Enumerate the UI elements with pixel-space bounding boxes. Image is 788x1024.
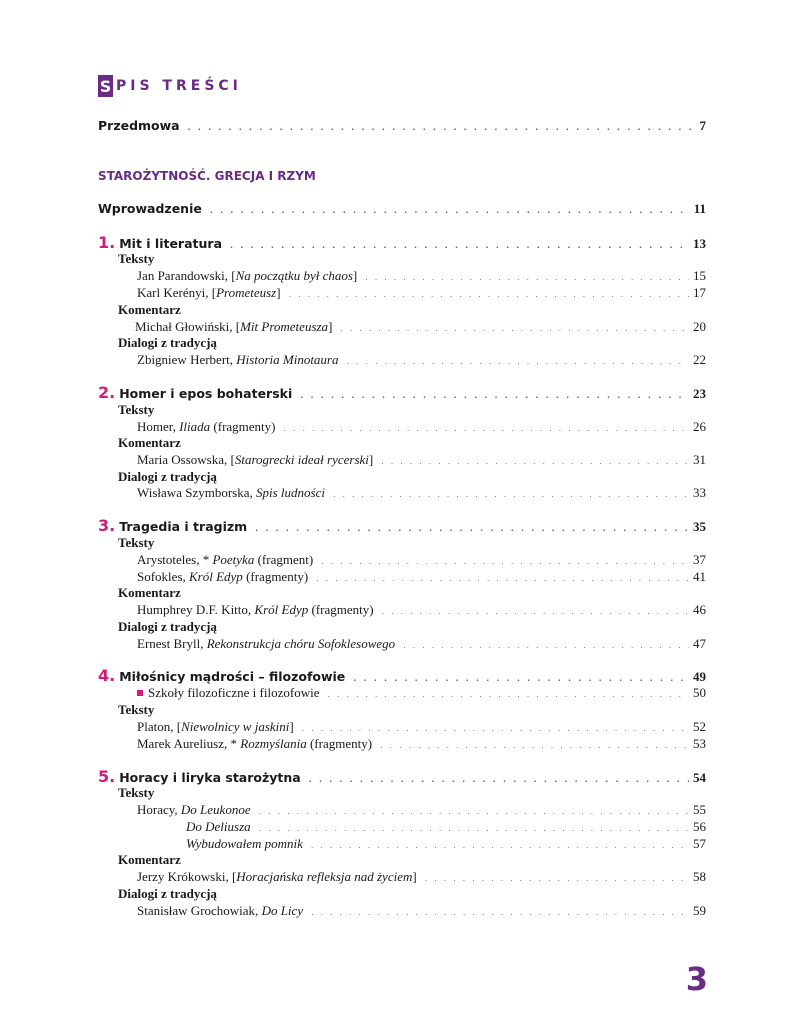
- entry-suffix: (fragmenty): [306, 736, 373, 751]
- toc-entry[interactable]: [137, 719, 706, 735]
- square-bullet-icon: [137, 690, 143, 696]
- subheading-komentarz: Komentarz: [118, 585, 181, 600]
- entry-label: Przedmowa: [98, 118, 180, 133]
- entry-work: Król Edyp: [254, 602, 309, 617]
- page-ref: 53: [693, 736, 706, 751]
- chapter-3[interactable]: [98, 516, 706, 535]
- page-ref: 55: [693, 802, 706, 817]
- entry-author: Sofokles,: [137, 569, 189, 584]
- toc-entry[interactable]: [137, 802, 706, 818]
- entry-author: Horacy,: [137, 802, 181, 817]
- entry-suffix: ]: [328, 319, 333, 334]
- subheading-komentarz: Komentarz: [118, 852, 181, 867]
- entry-work: Iliada: [179, 419, 211, 434]
- page-ref: 15: [693, 268, 706, 283]
- entry-author: Zbigniew Herbert,: [137, 352, 237, 367]
- entry-work: Historia Minotaura: [236, 352, 339, 367]
- entry-suffix: ]: [289, 719, 294, 734]
- subheading-komentarz: Komentarz: [118, 435, 181, 450]
- toc-entry[interactable]: [137, 352, 706, 368]
- toc-entry[interactable]: [137, 268, 706, 284]
- page-ref: 22: [693, 352, 706, 367]
- entry-author: Ernest Bryll,: [137, 636, 207, 651]
- page-number: 3: [685, 960, 708, 998]
- page-ref: 23: [693, 386, 706, 401]
- chapter-4[interactable]: [98, 666, 706, 685]
- entry-work: Starogrecki ideał rycerski: [234, 452, 369, 467]
- entry-work: Do Licy: [261, 903, 304, 918]
- subheading-teksty: Teksty: [118, 402, 155, 417]
- entry-label: Szkoły filozoficzne i filozofowie: [148, 685, 320, 700]
- entry-author: Michał Głowiński, [: [135, 319, 241, 334]
- entry-author: Karl Kerényi, [: [137, 285, 217, 300]
- toc-entry[interactable]: [137, 419, 706, 435]
- toc-entry[interactable]: [137, 452, 706, 468]
- page-ref: 17: [693, 285, 706, 300]
- entry-work: Do Leukonoe: [180, 802, 251, 817]
- entry-author: Jerzy Krókowski, [: [137, 869, 237, 884]
- page-ref: 49: [693, 669, 706, 684]
- page-ref: 31: [693, 452, 706, 467]
- leader-dots: [316, 574, 689, 583]
- header-initial: S: [99, 76, 112, 96]
- leader-dots: [311, 841, 689, 850]
- leader-dots: [259, 807, 689, 816]
- chapter-number: 5.: [98, 767, 116, 786]
- entry-work: Rekonstrukcja chóru Sofoklesowego: [206, 636, 396, 651]
- subheading-komentarz: Komentarz: [118, 302, 181, 317]
- page-ref: 26: [693, 419, 706, 434]
- leader-dots: [403, 641, 689, 650]
- chapter-5[interactable]: [98, 767, 706, 786]
- entry-work: Do Deliusza: [186, 819, 251, 834]
- chapter-number: 2.: [98, 383, 116, 402]
- page-ref: 20: [693, 319, 706, 334]
- entry-work: Rozmyślania: [240, 736, 307, 751]
- entry-work: Na początku był chaos: [235, 268, 353, 283]
- subheading-teksty: Teksty: [118, 535, 155, 550]
- entry-suffix: (fragmenty): [308, 602, 374, 617]
- toc-entry-intro[interactable]: [98, 201, 706, 217]
- chapter-number: 3.: [98, 516, 116, 535]
- leader-dots: [284, 424, 690, 433]
- chapter-title: Mit i literatura: [119, 236, 223, 251]
- toc-entry-bullet[interactable]: [137, 685, 706, 701]
- chapter-title: Homer i epos bohaterski: [119, 386, 293, 401]
- entry-author: Maria Ossowska, [: [137, 452, 235, 467]
- toc-entry-preface[interactable]: [98, 118, 706, 134]
- entry-suffix: ]: [412, 869, 417, 884]
- section-title: STAROŻYTNOŚĆ. GRECJA I RZYM: [98, 169, 316, 183]
- page-ref: 52: [693, 719, 706, 734]
- leader-dots: [230, 241, 689, 250]
- entry-work: Król Edyp: [189, 569, 243, 584]
- page-ref: 50: [693, 685, 706, 700]
- entry-author: Arystoteles, *: [137, 552, 213, 567]
- entry-work: Poetyka: [212, 552, 255, 567]
- entry-author: Wisława Szymborska,: [137, 485, 256, 500]
- leader-dots: [300, 391, 689, 400]
- page-ref: 7: [699, 118, 706, 133]
- leader-dots: [302, 724, 689, 733]
- page-ref: 57: [693, 836, 706, 851]
- entry-work: Niewolnicy w jaskini: [181, 719, 290, 734]
- entry-work: Spis ludności: [255, 485, 325, 500]
- leader-dots: [259, 824, 689, 833]
- entry-work: Wybudowałem pomnik: [186, 836, 303, 851]
- toc-entry[interactable]: [137, 285, 706, 301]
- entry-suffix: (fragmenty): [242, 569, 309, 584]
- subheading-dialogi: Dialogi z tradycją: [118, 469, 217, 484]
- leader-dots: [425, 874, 689, 883]
- leader-dots: [382, 607, 689, 616]
- page-ref: 46: [693, 602, 706, 617]
- leader-dots: [347, 357, 690, 366]
- leader-dots: [188, 123, 696, 132]
- entry-author: Platon, [: [137, 719, 182, 734]
- entry-author: Stanisław Grochowiak,: [137, 903, 262, 918]
- page-ref: 54: [693, 770, 706, 785]
- entry-author: Jan Parandowski, [: [137, 268, 236, 283]
- header-title: PIS TREŚCI: [116, 78, 242, 94]
- entry-work: Horacjańska refleksja nad życiem: [236, 869, 413, 884]
- page-ref: 58: [693, 869, 706, 884]
- toc-entry[interactable]: [137, 602, 706, 618]
- leader-dots: [327, 690, 689, 699]
- entry-author: Homer,: [137, 419, 180, 434]
- page-ref: 33: [693, 485, 706, 500]
- toc-entry[interactable]: [135, 319, 706, 335]
- entry-suffix: ]: [276, 285, 281, 300]
- leader-dots: [289, 290, 689, 299]
- leader-dots: [321, 557, 689, 566]
- chapter-number: 4.: [98, 666, 116, 685]
- page-ref: 37: [693, 552, 706, 567]
- entry-suffix: (fragment): [254, 552, 314, 567]
- leader-dots: [340, 324, 689, 333]
- page-ref: 59: [693, 903, 706, 918]
- entry-work: Prometeusz: [216, 285, 277, 300]
- page-ref: 13: [693, 236, 706, 251]
- entry-label: Wprowadzenie: [98, 201, 202, 216]
- subheading-teksty: Teksty: [118, 702, 155, 717]
- entry-suffix: ]: [368, 452, 374, 467]
- page-ref: 47: [693, 636, 706, 651]
- chapter-title: Tragedia i tragizm: [119, 519, 248, 534]
- leader-dots: [333, 490, 689, 499]
- entry-author: Marek Aureliusz, *: [137, 736, 241, 751]
- toc-entry[interactable]: [137, 903, 706, 919]
- toc-entry[interactable]: [137, 485, 706, 501]
- subheading-teksty: Teksty: [118, 251, 155, 266]
- subheading-dialogi: Dialogi z tradycją: [118, 335, 217, 350]
- entry-suffix: (fragmenty): [210, 419, 276, 434]
- leader-dots: [311, 908, 689, 917]
- page-ref: 35: [693, 519, 706, 534]
- leader-dots: [380, 741, 689, 750]
- chapter-title: Miłośnicy mądrości – filozofowie: [119, 669, 346, 684]
- chapter-1[interactable]: [98, 233, 706, 252]
- subheading-dialogi: Dialogi z tradycją: [118, 619, 217, 634]
- leader-dots: [381, 457, 689, 466]
- toc-entry[interactable]: [137, 636, 706, 652]
- chapter-number: 1.: [98, 233, 116, 252]
- toc-entry[interactable]: [186, 836, 706, 852]
- leader-dots: [309, 775, 689, 784]
- leader-dots: [210, 206, 690, 215]
- entry-suffix: ]: [352, 268, 358, 283]
- chapter-2[interactable]: [98, 383, 706, 402]
- toc-entry[interactable]: [137, 552, 706, 568]
- entry-author: Humphrey D.F. Kitto,: [137, 602, 255, 617]
- chapter-title: Horacy i liryka starożytna: [119, 770, 301, 785]
- toc-entry[interactable]: [186, 819, 706, 835]
- subheading-dialogi: Dialogi z tradycją: [118, 886, 217, 901]
- subheading-teksty: Teksty: [118, 785, 155, 800]
- entry-work: Mit Prometeusza: [240, 319, 329, 334]
- leader-dots: [365, 273, 689, 282]
- leader-dots: [255, 524, 689, 533]
- toc-entry[interactable]: [137, 869, 706, 885]
- page-ref: 56: [693, 819, 706, 834]
- toc-entry[interactable]: [137, 569, 706, 585]
- toc-entry[interactable]: [137, 736, 706, 752]
- page-ref: 11: [693, 201, 706, 216]
- page-ref: 41: [693, 569, 706, 584]
- toc-header: [98, 75, 242, 97]
- leader-dots: [353, 674, 689, 683]
